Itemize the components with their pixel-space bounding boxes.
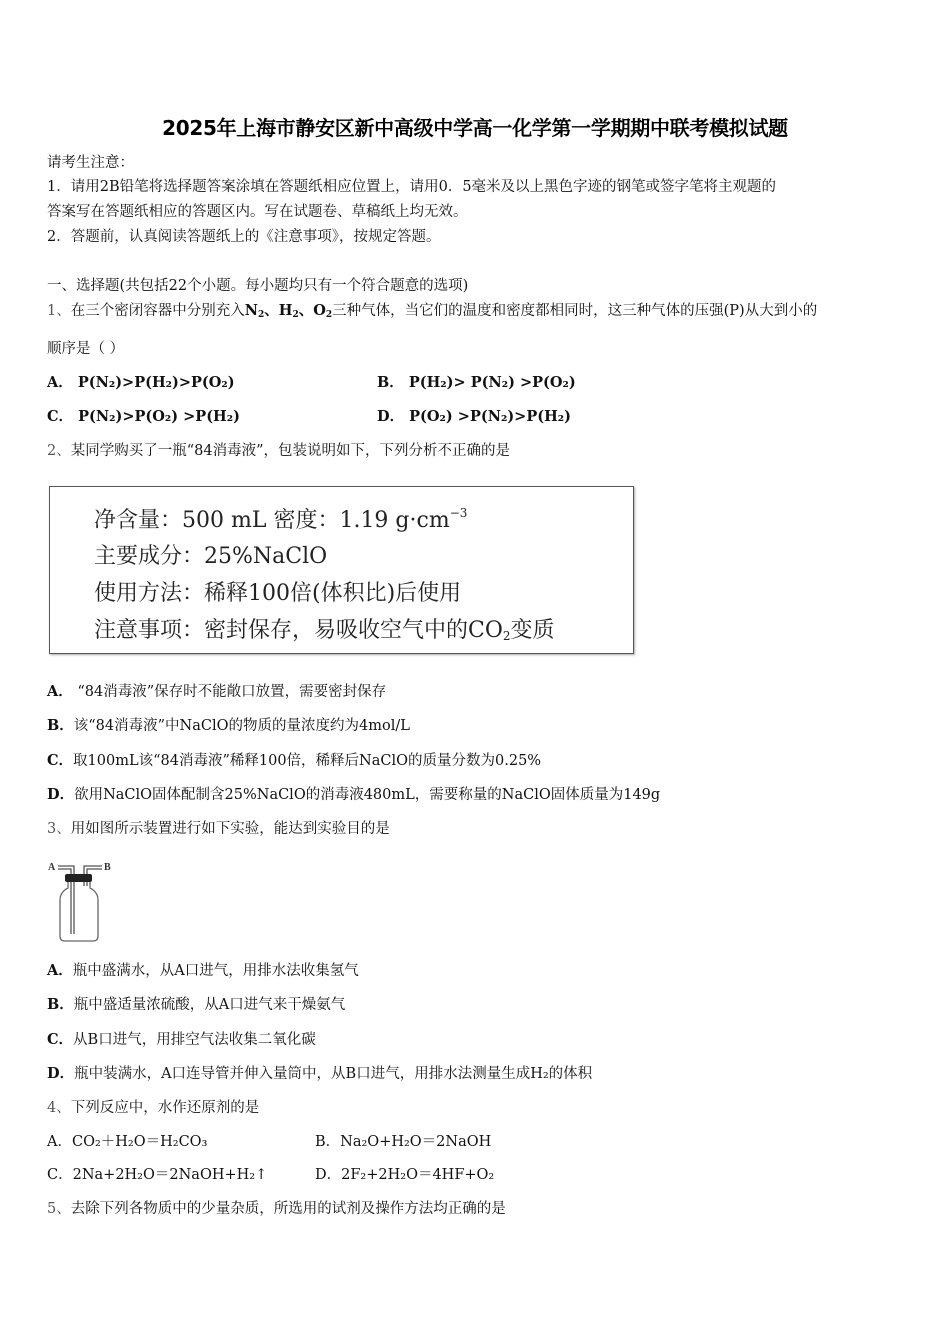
question-5-stem: 5、去除下列各物质中的少量杂质，所选用的试剂及操作方法均正确的是 [47,1201,506,1217]
question-number: 3、 [47,821,71,837]
question-number: 2、 [47,443,71,459]
q4-option-d[interactable]: D．2F₂+2H₂O＝4HF+O₂ [315,1167,495,1183]
notice-item-1-cont: 答案写在答题纸相应的答题区内。写在试题卷、草稿纸上均无效。 [47,204,468,220]
question-3-stem: 3、用如图所示装置进行如下实验，能达到实验目的是 [47,821,390,837]
q3-option-b[interactable]: B．瓶中盛适量浓硫酸，从A口进气来干燥氨气 [47,996,346,1013]
question-number: 4、 [47,1100,71,1116]
notice-item-1: 1．请用2B铅笔将选择题答案涂填在答题纸相应位置上，请用0．5毫米及以上黑色字迹的钢笔或签字笔将主观题的 [47,179,777,195]
q2-option-c[interactable]: C．取100mL该“84消毒液”稀释100倍，稀释后NaClO的质量分数为0.25% [47,752,542,769]
q1-option-d[interactable]: D． P(O₂) >P(N₂)>P(H₂) [377,408,571,425]
q1-option-a[interactable]: A． P(N₂)>P(H₂)>P(O₂) [47,374,235,391]
notice-item-2: 2．答题前，认真阅读答题纸上的《注意事项》，按规定答题。 [47,229,441,245]
q3-option-d[interactable]: D．瓶中装满水，A口连导管并伸入量筒中，从B口进气，用排水法测量生成H₂的体积 [47,1065,593,1082]
label-line-caution: 注意事项：密封保存，易吸收空气中的$CO_2$变质 [94,618,555,643]
q4-option-b[interactable]: B．Na₂O+H₂O＝2NaOH [315,1134,492,1150]
label-line-ingredient: 主要成分：25%NaClO [94,544,328,569]
label-line-volume-density: 净含量：500 mL 密度：1.19 $g\cdot cm^{-3}$ [94,506,468,533]
q2-option-a[interactable]: A． “84消毒液”保存时不能敞口放置，需要密封保存 [47,683,387,700]
section-heading: 一、选择题(共包括22个小题。每小题均只有一个符合题意的选项) [47,278,469,294]
q3-option-a[interactable]: A．瓶中盛满水，从A口进气，用排水法收集氢气 [47,962,359,979]
label-line-usage: 使用方法：稀释100倍(体积比)后使用 [94,581,462,606]
notice-heading: 请考生注意： [47,155,134,171]
q2-option-b[interactable]: B．该“84消毒液”中NaClO的物质的量浓度约为4mol/L [47,717,410,734]
question-4-stem: 4、下列反应中，水作还原剂的是 [47,1100,260,1116]
question-1-stem: 1、在三个密闭容器中分别充入$N_2$、$H_2$、$O_2$三种气体，当它们的温度和密度都相同时，这三种气体的压强(P)从大到小的 [47,302,818,320]
q3-option-c[interactable]: C．从B口进气，用排空气法收集二氧化碳 [47,1031,316,1048]
product-label-box [49,486,634,654]
question-number: 1、 [47,303,71,319]
q4-option-c[interactable]: C．2Na+2H₂O＝2NaOH+H₂↑ [47,1167,268,1183]
question-1-stem-cont: 顺序是（ ） [47,341,125,357]
svg-text:A: A [48,862,56,873]
q2-option-d[interactable]: D．欲用NaClO固体配制含25%NaClO的消毒液480mL，需要称量的NaClO固体质量为149g [47,786,661,803]
q4-option-a[interactable]: A．CO₂＋H₂O＝H₂CO₃ [47,1134,208,1150]
question-2-stem: 2、某同学购买了一瓶“84消毒液”，包装说明如下，下列分析不正确的是 [47,443,511,459]
question-number: 5、 [47,1201,71,1217]
gas-washing-bottle-figure [46,856,126,946]
q1-option-b[interactable]: B． P(H₂)> P(N₂) >P(O₂) [377,374,576,391]
page-title: 2025年上海市静安区新中高级中学高一化学第一学期期中联考模拟试题 [162,116,788,140]
svg-text:B: B [104,862,111,873]
q1-option-c[interactable]: C． P(N₂)>P(O₂) >P(H₂) [47,408,240,425]
gas-bottle-icon [46,856,126,946]
